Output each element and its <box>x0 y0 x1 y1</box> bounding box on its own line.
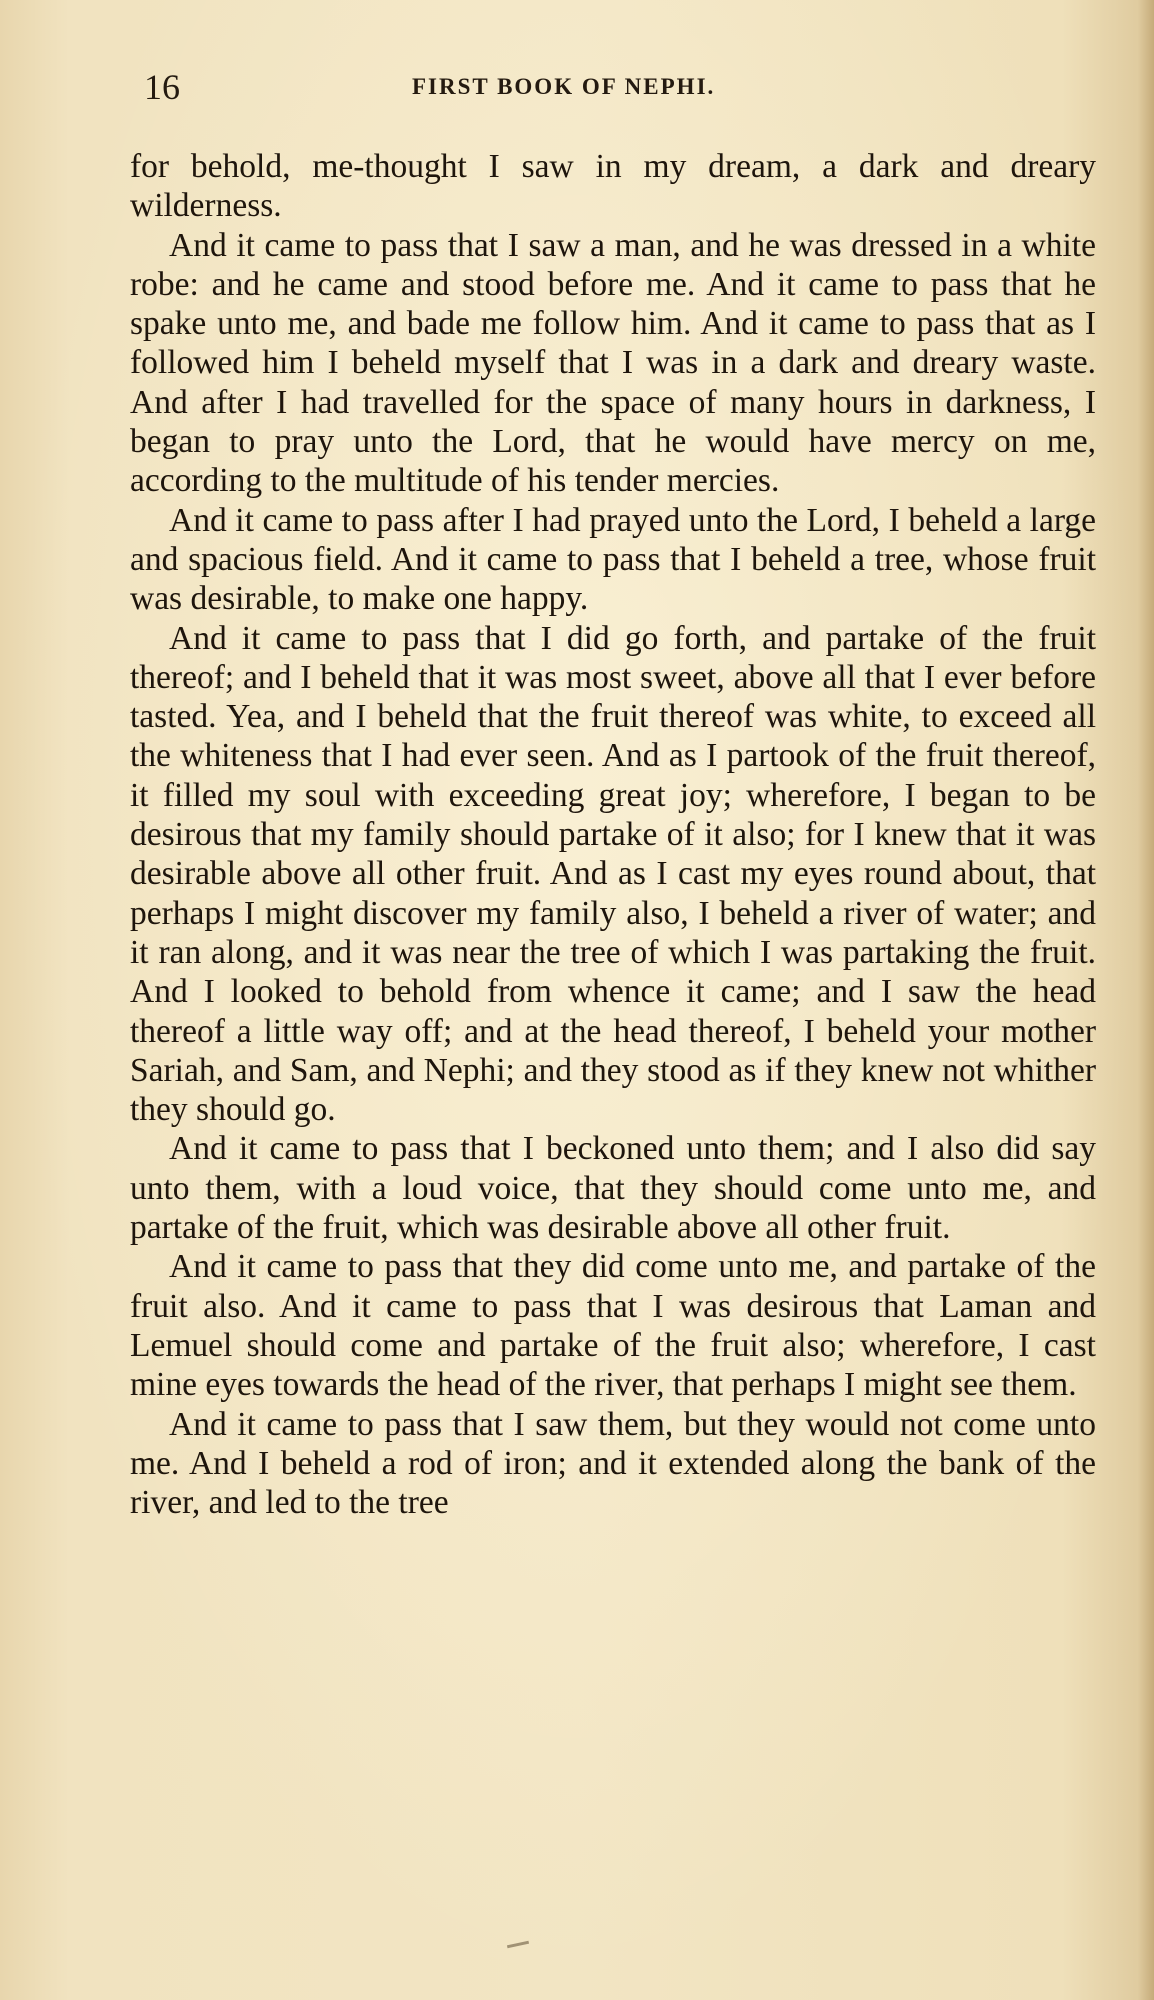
paragraph: And it came to pass after I had prayed unto the Lord, I beheld a large and spacious field. And it came to pass that I beheld a tree, whose fruit was desirable, to make one happy. <box>130 501 1096 618</box>
ink-mark <box>507 1941 529 1949</box>
paragraph: And it came to pass that I did go forth, and partake of the fruit thereof; and I beheld that it was most sweet, above all that I ever before tasted. Yea, and I beheld that the fruit thereof was white, to exceed all the whiteness that I had ever seen. And as I partook of the fruit thereof, it filled my soul with exceeding great joy; wherefore, I began to be desirous that my family should partake of it also; for I knew that it was desirable above all other fruit. And as I cast my eyes round about, that perhaps I might discover my family also, I beheld a river of water; and it ran along, and it was near the tree of which I was partaking the fruit. And I looked to behold from whence it came; and I saw the head thereof a little way off; and at the head thereof, I beheld your mother Sariah, and Sam, and Nephi; and they stood as if they knew not whither they should go. <box>130 619 1096 1129</box>
paragraph: And it came to pass that I saw a man, and he was dressed in a white robe: and he came and stood before me. And it came to pass that he spake unto me, and bade me follow him. And it came to pass that as I followed him I beheld myself that I was in a dark and dreary waste. And after I had travelled for the space of many hours in darkness, I began to pray unto the Lord, that he would have mercy on me, according to the multitude of his tender mercies. <box>130 226 1096 500</box>
page-edge <box>1138 0 1154 2000</box>
paragraph: And it came to pass that they did come unto me, and partake of the fruit also. And it came to pass that I was desirous that Laman and Lemuel should come and partake of the fruit also; wherefore, I cast mine eyes towards the head of the river, that perhaps I might see them. <box>130 1248 1096 1404</box>
paragraph: And it came to pass that I beckoned unto them; and I also did say unto them, with a loud voice, that they should come unto me, and partake of the fruit, which was desirable above all other fruit. <box>130 1130 1096 1247</box>
body-text <box>130 147 1096 1522</box>
page-header <box>110 66 1060 110</box>
running-head: FIRST BOOK OF NEPHI. <box>412 74 716 99</box>
page-number: 16 <box>144 67 180 107</box>
paragraph-continued: for behold, me-thought I saw in my dream, a dark and dreary wilderness. <box>130 148 1096 225</box>
paragraph: And it came to pass that I saw them, but they would not come unto me. And I beheld a rod of iron; and it extended along the bank of the river, and led to the tree <box>130 1405 1096 1522</box>
